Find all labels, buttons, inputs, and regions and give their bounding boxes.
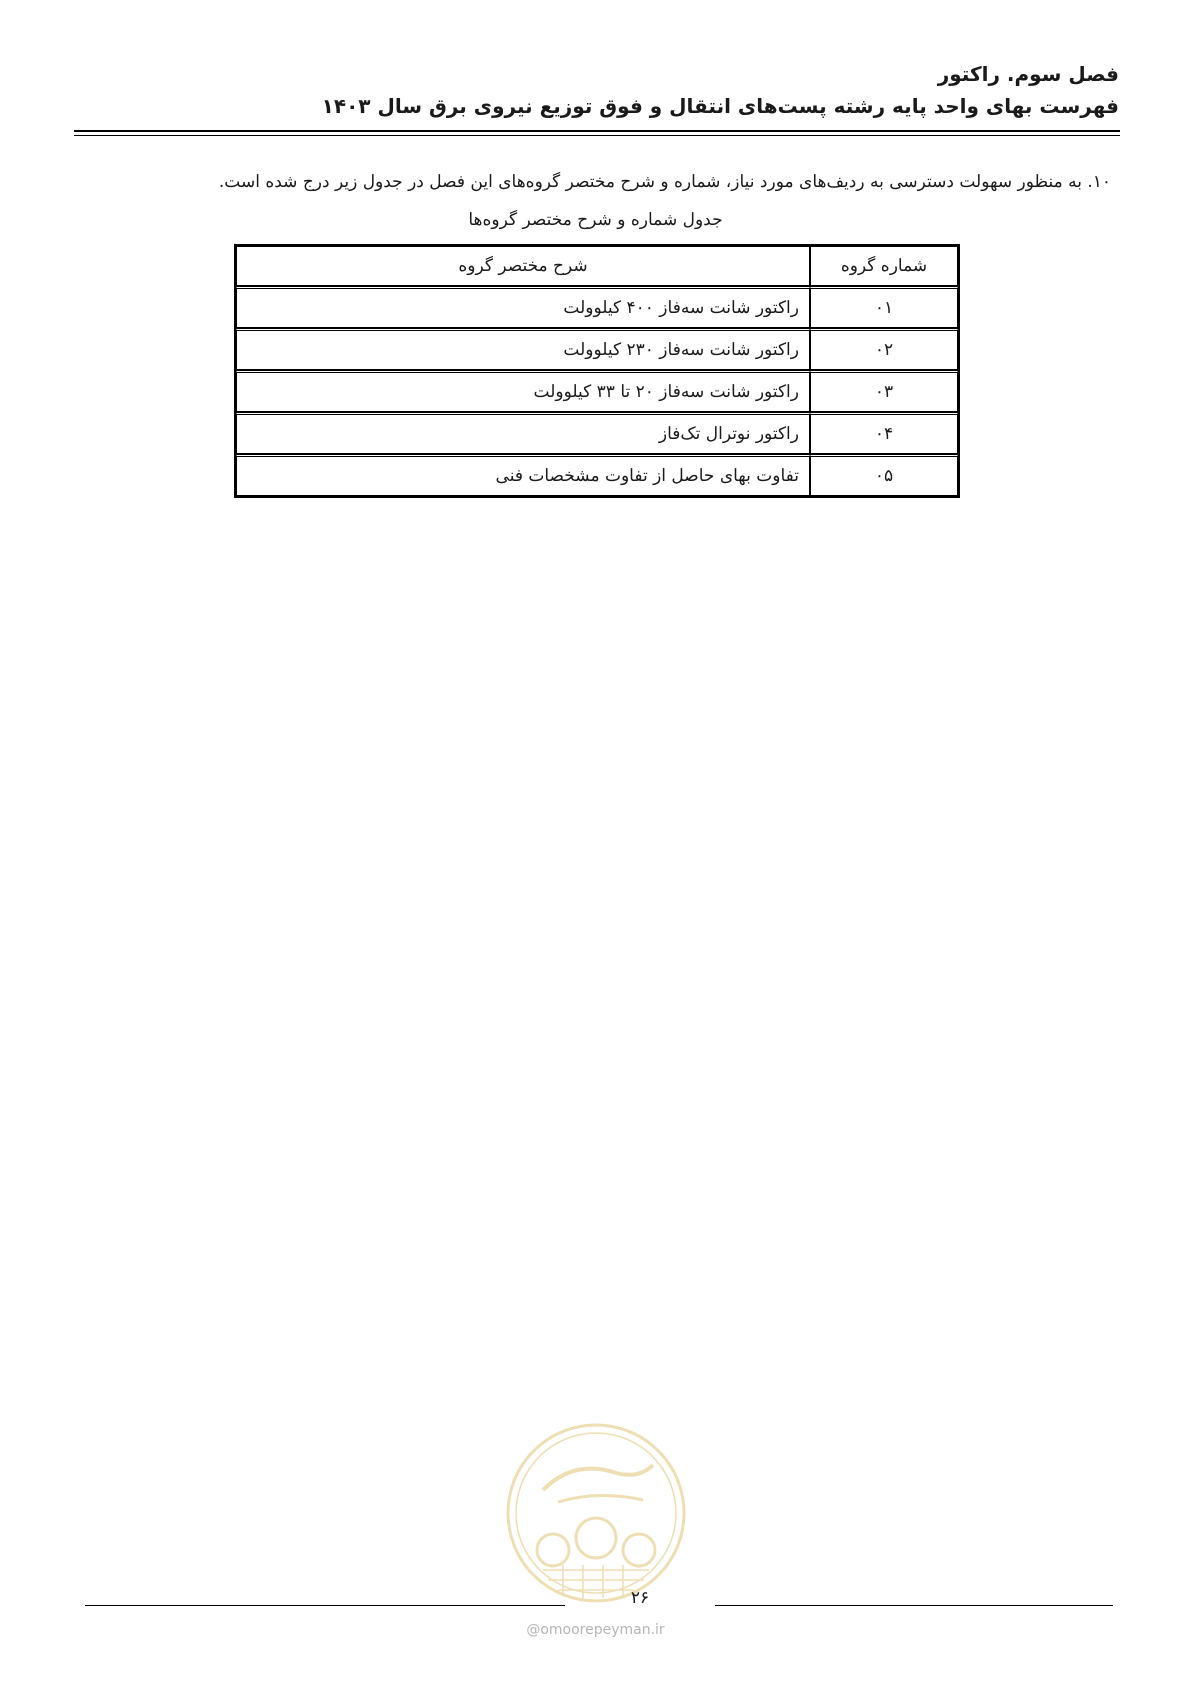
table-row <box>236 328 958 370</box>
header-divider <box>74 130 1120 132</box>
website-watermark: @omoorepeyman.ir <box>526 1622 665 1638</box>
table-row <box>236 412 958 454</box>
table-row <box>236 370 958 412</box>
header-group-number: شماره گروه <box>810 246 958 286</box>
group-description-cell: راکتور نوترال تک‌فاز <box>236 412 810 454</box>
footer-divider-left <box>85 1605 565 1606</box>
group-number-cell: ۰۲ <box>810 328 958 370</box>
group-number-cell: ۰۱ <box>810 286 958 328</box>
watermark-seal <box>503 1420 689 1606</box>
group-description-cell: تفاوت بهای حاصل از تفاوت مشخصات فنی <box>236 454 810 496</box>
table-row <box>236 454 958 496</box>
table-header-row <box>236 246 958 286</box>
footer-divider-right <box>715 1605 1113 1606</box>
group-number-cell: ۰۳ <box>810 370 958 412</box>
group-description-cell: راکتور شانت سه‌فاز ۴۰۰ کیلوولت <box>236 286 810 328</box>
group-description-cell: راکتور شانت سه‌فاز ۲۳۰ کیلوولت <box>236 328 810 370</box>
group-description-cell: راکتور شانت سه‌فاز ۲۰ تا ۳۳ کیلوولت <box>236 370 810 412</box>
document-title: فهرست بهای واحد پایه رشته پست‌های انتقال و فوق توزیع نیروی برق سال ۱۴۰۳ <box>321 94 1119 118</box>
header-divider-thin <box>74 135 1120 136</box>
group-number-cell: ۰۵ <box>810 454 958 496</box>
header-description: شرح مختصر گروه <box>236 246 810 286</box>
table-row <box>236 286 958 328</box>
intro-paragraph: ۱۰. به منظور سهولت دسترسی به ردیف‌های مورد نیاز، شماره و شرح مختصر گروه‌های این فصل در جدول زیر درج شده است. <box>218 172 1111 192</box>
chapter-title: فصل سوم. راکتور <box>937 62 1119 86</box>
page-header <box>69 58 1119 122</box>
groups-table <box>234 244 960 498</box>
group-number-cell: ۰۴ <box>810 412 958 454</box>
page-number: ۲۶ <box>630 1588 650 1608</box>
table-caption: جدول شماره و شرح مختصر گروه‌ها <box>468 210 723 230</box>
